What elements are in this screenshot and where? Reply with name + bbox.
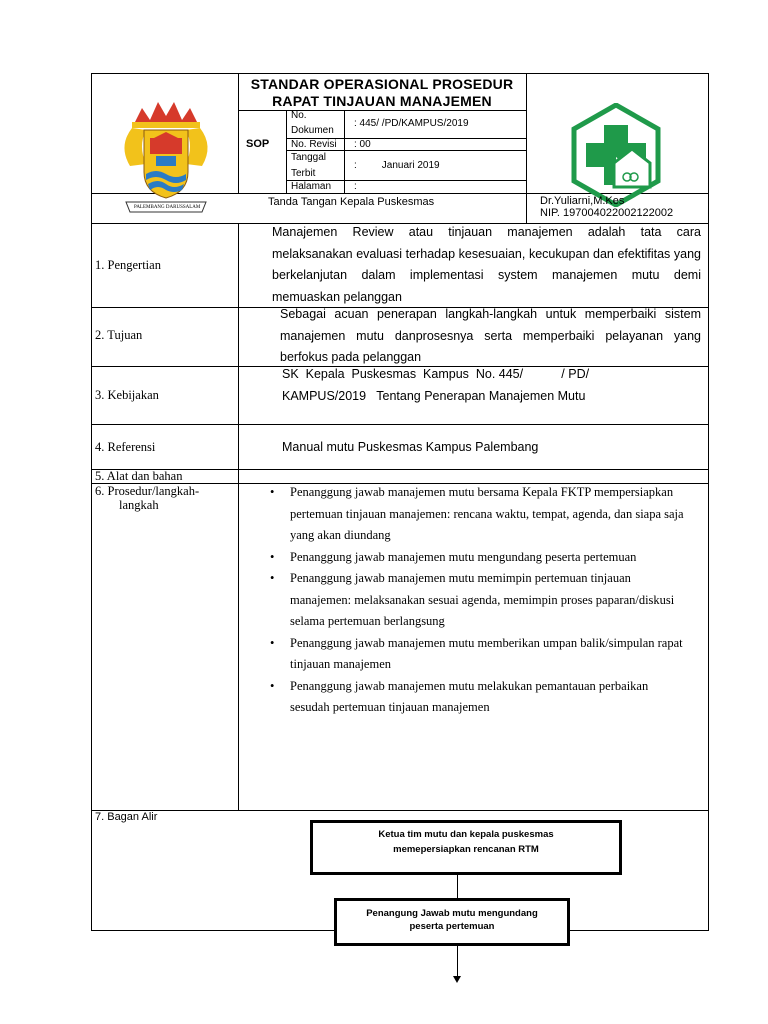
procedure-step: • Penanggung jawab manajemen mutu memimpin pertemuan tinjauan manajemen: melaksanakan sesuai agenda, memimpin proses paparan/diskusi selama pertemuan berlangsung — [266, 568, 686, 633]
sop-title-line1: STANDAR OPERASIONAL PROSEDUR — [250, 76, 514, 92]
sop-title-line2: RAPAT TINJAUAN MANAJEMEN — [272, 93, 492, 109]
sop-label: SOP — [246, 138, 270, 150]
field-value-halaman: : — [354, 181, 357, 192]
procedure-step: • Penanggung jawab manajemen mutu melakukan pemantauan perbaikan sesudah pertemuan tinjauan manajemen — [266, 676, 686, 719]
signature-label: Tanda Tangan Kepala Puskesmas — [268, 196, 435, 208]
emblem-ribbon-text: PALEMBANG DARUSSALAM — [134, 205, 201, 210]
section-label-tujuan: 2. Tujuan — [95, 328, 143, 342]
section-text-tujuan: Sebagai acuan penerapan langkah-langkah untuk memperbaiki sistem manajemen mutu danprosesnya serta memperbaiki pelayanan yang berfokus pada pelanggan — [280, 307, 701, 364]
procedure-steps — [266, 482, 686, 719]
flow-arrow-line — [457, 946, 458, 978]
section-text-kebijakan-line2: KAMPUS/2019 Tentang Penerapan Manajemen Mutu — [282, 389, 586, 403]
field-value-dokumen: : 445/ /PD/KAMPUS/2019 — [354, 118, 469, 129]
signer-block — [540, 195, 673, 219]
field-value-tanggal: : Januari 2019 — [354, 160, 440, 171]
field-label-halaman: Halaman — [291, 181, 332, 192]
procedure-step: • Penanggung jawab manajemen mutu memberikan umpan balik/simpulan rapat tinjauan manajemen — [266, 633, 686, 676]
field-label-tanggal: Tanggal Terbit — [291, 152, 327, 179]
table-border-left — [91, 73, 92, 931]
section-label-alat: 5. Alat dan bahan — [95, 469, 183, 483]
section-label-pengertian: 1. Pengertian — [95, 258, 161, 272]
city-emblem-logo — [116, 94, 216, 222]
section-label-prosedur: 6. Prosedur/langkah- langkah — [95, 484, 200, 512]
table-border-right — [708, 73, 709, 931]
flow-box-2: Penangung Jawab mutu mengundang peserta pertemuan — [334, 898, 570, 946]
section-text-kebijakan-line1: SK Kepala Puskesmas Kampus No. 445/ / PD/ — [282, 367, 590, 381]
section-text-referensi: Manual mutu Puskesmas Kampus Palembang — [282, 440, 539, 454]
signer-name: Dr.Yuliarni,M.Kes — [540, 195, 625, 207]
flow-box-1: Ketua tim mutu dan kepala puskesmas memepersiapkan rencanan RTM — [310, 820, 622, 875]
section-label-kebijakan: 3. Kebijakan — [95, 388, 159, 402]
field-value-revisi: : 00 — [354, 139, 371, 150]
section-label-referensi: 4. Referensi — [95, 440, 156, 454]
field-label-revisi: No. Revisi — [291, 139, 337, 150]
section-label-bagan: 7. Bagan Alir — [95, 811, 158, 823]
table-border-top — [91, 73, 709, 74]
procedure-step: • Penanggung jawab manajemen mutu bersama Kepala FKTP mempersiapkan pertemuan tinjauan manajemen: rencana waktu, tempat, agenda, dan siapa saja yang akan diundang — [266, 482, 686, 547]
puskesmas-logo — [570, 103, 662, 207]
section-text-pengertian: Manajemen Review atau tinjauan manajemen adalah tata cara melaksanakan evaluasi terhadap kesesuaian, kecukupan dan efektifitas yang berkelanjutan dalam implementasi system manajemen mutu demi memuaskan pelanggan — [272, 225, 701, 304]
flow-arrow-head-icon — [453, 976, 461, 983]
signer-nip: NIP. 197004022002122002 — [540, 207, 674, 219]
flow-connector — [457, 874, 458, 900]
procedure-step: • Penanggung jawab manajemen mutu mengundang peserta pertemuan — [266, 547, 686, 569]
field-label-dokumen: No. Dokumen — [291, 110, 334, 136]
